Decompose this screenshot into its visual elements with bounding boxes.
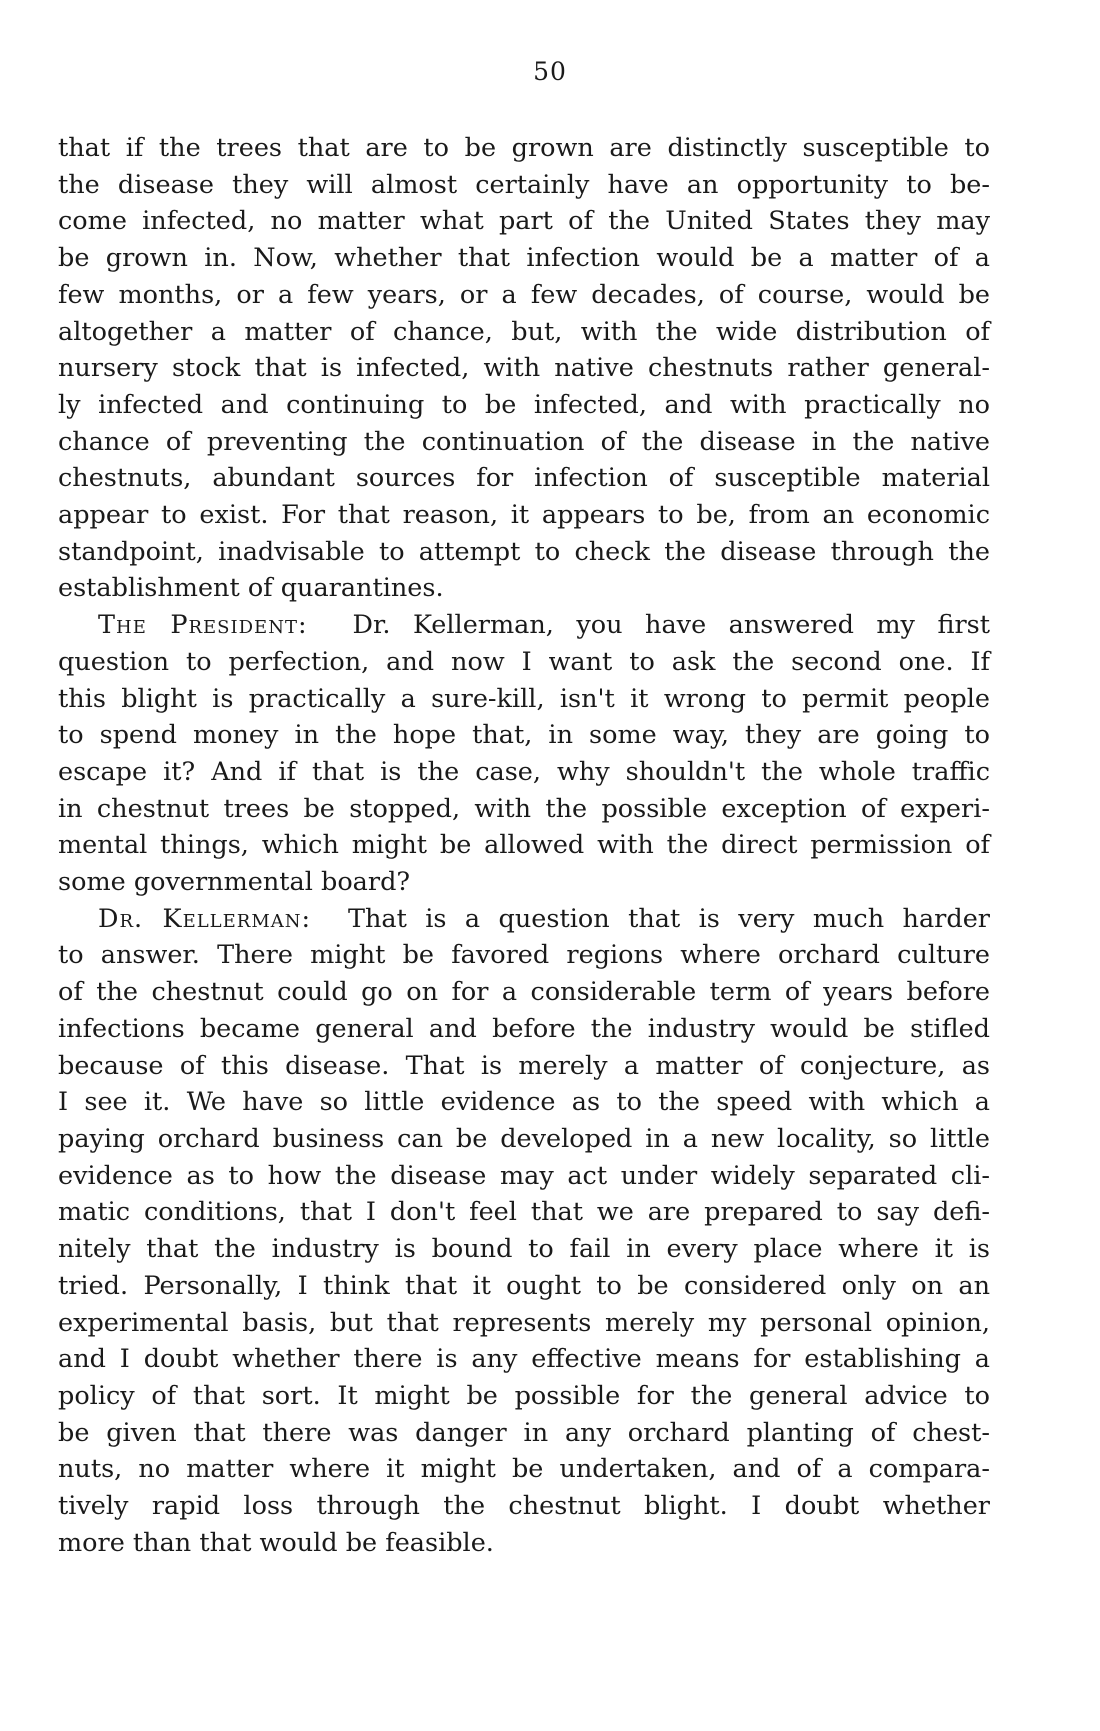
text-line: matic conditions, that I don't feel that we are prepared to say defi- xyxy=(58,1197,990,1228)
text-line: policy of that sort. It might be possible for the general advice to xyxy=(58,1380,990,1411)
text-line: infections became general and before the industry would be stifled xyxy=(58,1013,990,1044)
text-line: appear to exist. For that reason, it appears to be, from an economic xyxy=(58,500,990,531)
text-line: nursery stock that is infected, with native chestnuts rather general- xyxy=(58,353,990,384)
text-line: to answer. There might be favored regions where orchard culture xyxy=(58,940,990,971)
text-line: some governmental board? xyxy=(58,867,411,898)
speaker-label: Dr. Kellerman: xyxy=(98,903,312,934)
text-line: chance of preventing the continuation of the disease in the native xyxy=(58,426,990,457)
text-line: establishment of quarantines. xyxy=(58,573,444,604)
page-number: 50 xyxy=(533,57,567,86)
text-line: in chestnut trees be stopped, with the possible exception of experi- xyxy=(58,793,990,824)
text-line: nuts, no matter where it might be undertaken, and of a compara- xyxy=(58,1454,990,1485)
text-line: few months, or a few years, or a few decades, of course, would be xyxy=(58,279,990,310)
body-text xyxy=(58,130,990,1561)
text-line-with-speaker xyxy=(58,901,990,938)
text-line: mental things, which might be allowed with the direct permission of xyxy=(58,830,990,861)
speaker-label: The President: xyxy=(98,610,308,641)
text-line-content: That is a question that is very much harder xyxy=(347,903,990,934)
text-line: chestnuts, abundant sources for infection of susceptible material xyxy=(58,463,990,494)
text-line: altogether a matter of chance, but, with the wide distribution of xyxy=(58,316,990,347)
text-line: paying orchard business can be developed in a new locality, so little xyxy=(58,1123,990,1154)
paragraph-continuation xyxy=(58,130,990,607)
text-line: to spend money in the hope that, in some way, they are going to xyxy=(58,720,990,751)
text-line: that if the trees that are to be grown are distinctly susceptible to xyxy=(58,133,990,163)
text-line: be grown in. Now, whether that infection would be a matter of a xyxy=(58,243,990,274)
text-line: the disease they will almost certainly have an opportunity to be- xyxy=(58,169,990,200)
text-line: come infected, no matter what part of the United States they may xyxy=(58,206,990,237)
text-line: because of this disease. That is merely a matter of conjecture, as xyxy=(58,1050,990,1081)
text-line: experimental basis, but that represents merely my personal opinion, xyxy=(58,1307,990,1338)
text-line: this blight is practically a sure-kill, isn't it wrong to permit people xyxy=(58,683,990,714)
text-line: ly infected and continuing to be infected, and with practically no xyxy=(58,389,990,420)
text-line-content: Dr. Kellerman, you have answered my first xyxy=(352,610,990,641)
text-line-with-speaker xyxy=(58,607,990,644)
paragraph-president xyxy=(58,607,990,901)
text-line: nitely that the industry is bound to fail in every place where it is xyxy=(58,1234,990,1265)
text-line: and I doubt whether there is any effective means for establishing a xyxy=(58,1344,990,1375)
text-line: I see it. We have so little evidence as to the speed with which a xyxy=(58,1087,990,1118)
text-line: more than that would be feasible. xyxy=(58,1527,494,1558)
text-line: evidence as to how the disease may act under widely separated cli- xyxy=(58,1160,990,1191)
text-line: tried. Personally, I think that it ought to be considered only on an xyxy=(58,1270,990,1301)
text-line: of the chestnut could go on for a considerable term of years before xyxy=(58,977,990,1008)
text-line: question to perfection, and now I want to ask the second one. If xyxy=(58,646,990,677)
text-line: standpoint, inadvisable to attempt to check the disease through the xyxy=(58,536,990,567)
text-line: tively rapid loss through the chestnut blight. I doubt whether xyxy=(58,1491,990,1522)
text-line: escape it? And if that is the case, why shouldn't the whole traffic xyxy=(58,756,990,787)
paragraph-kellerman xyxy=(58,901,990,1562)
text-line: be given that there was danger in any orchard planting of chest- xyxy=(58,1417,990,1448)
